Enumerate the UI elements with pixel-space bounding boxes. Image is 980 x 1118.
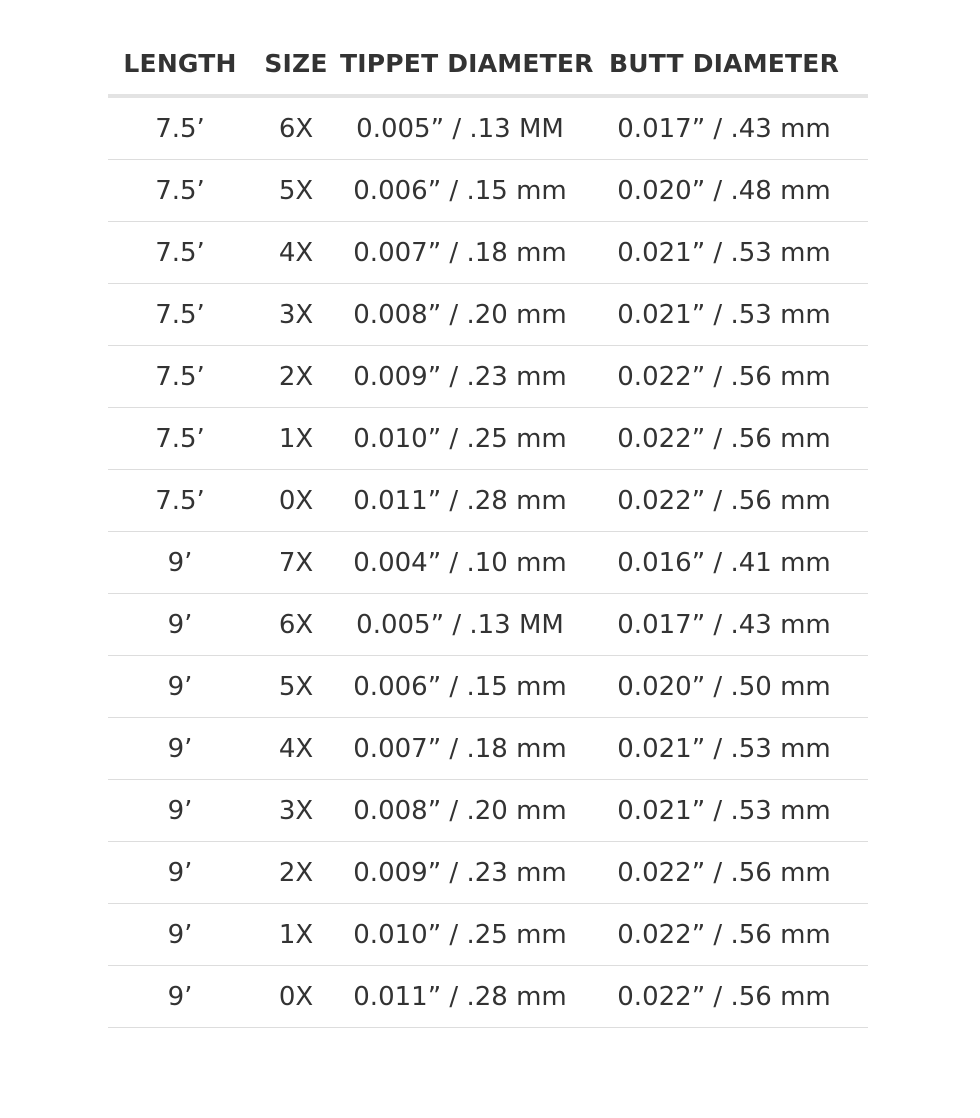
cell-size: 0X (252, 966, 340, 1028)
cell-butt-diameter: 0.022” / .56 mm (580, 470, 868, 532)
table-row (108, 96, 868, 160)
cell-tippet-diameter: 0.008” / .20 mm (340, 780, 580, 842)
cell-size: 5X (252, 656, 340, 718)
header-row (108, 32, 868, 96)
cell-length: 9’ (108, 718, 252, 780)
cell-tippet-diameter: 0.006” / .15 mm (340, 656, 580, 718)
cell-butt-diameter: 0.022” / .56 mm (580, 966, 868, 1028)
table-row (108, 966, 868, 1028)
header-length: LENGTH (108, 32, 252, 96)
cell-length: 9’ (108, 966, 252, 1028)
cell-length: 9’ (108, 904, 252, 966)
cell-butt-diameter: 0.021” / .53 mm (580, 718, 868, 780)
table-row (108, 408, 868, 470)
table-row (108, 842, 868, 904)
cell-size: 4X (252, 718, 340, 780)
table-row (108, 284, 868, 346)
table-row (108, 222, 868, 284)
cell-tippet-diameter: 0.005” / .13 MM (340, 96, 580, 160)
cell-butt-diameter: 0.022” / .56 mm (580, 346, 868, 408)
table-row (108, 718, 868, 780)
cell-butt-diameter: 0.022” / .56 mm (580, 842, 868, 904)
cell-tippet-diameter: 0.004” / .10 mm (340, 532, 580, 594)
cell-tippet-diameter: 0.008” / .20 mm (340, 284, 580, 346)
cell-tippet-diameter: 0.011” / .28 mm (340, 470, 580, 532)
cell-tippet-diameter: 0.011” / .28 mm (340, 966, 580, 1028)
cell-tippet-diameter: 0.005” / .13 MM (340, 594, 580, 656)
cell-length: 9’ (108, 532, 252, 594)
cell-butt-diameter: 0.020” / .48 mm (580, 160, 868, 222)
table-row (108, 904, 868, 966)
table-row (108, 470, 868, 532)
table-body (108, 96, 868, 1028)
cell-size: 5X (252, 160, 340, 222)
cell-size: 0X (252, 470, 340, 532)
table-row (108, 160, 868, 222)
cell-size: 1X (252, 408, 340, 470)
cell-butt-diameter: 0.016” / .41 mm (580, 532, 868, 594)
cell-butt-diameter: 0.017” / .43 mm (580, 96, 868, 160)
cell-size: 6X (252, 96, 340, 160)
header-tippet-diameter: TIPPET DIAMETER (340, 32, 580, 96)
cell-length: 9’ (108, 594, 252, 656)
cell-tippet-diameter: 0.010” / .25 mm (340, 904, 580, 966)
cell-tippet-diameter: 0.010” / .25 mm (340, 408, 580, 470)
cell-butt-diameter: 0.022” / .56 mm (580, 408, 868, 470)
cell-butt-diameter: 0.020” / .50 mm (580, 656, 868, 718)
cell-size: 1X (252, 904, 340, 966)
cell-length: 9’ (108, 780, 252, 842)
cell-tippet-diameter: 0.007” / .18 mm (340, 222, 580, 284)
cell-length: 9’ (108, 842, 252, 904)
cell-length: 7.5’ (108, 346, 252, 408)
cell-size: 3X (252, 284, 340, 346)
table-row (108, 780, 868, 842)
cell-size: 4X (252, 222, 340, 284)
leader-size-table (108, 32, 868, 1028)
table-row (108, 532, 868, 594)
header-size: SIZE (252, 32, 340, 96)
cell-size: 7X (252, 532, 340, 594)
cell-tippet-diameter: 0.007” / .18 mm (340, 718, 580, 780)
cell-butt-diameter: 0.021” / .53 mm (580, 284, 868, 346)
cell-tippet-diameter: 0.009” / .23 mm (340, 842, 580, 904)
leader-size-table-container (108, 32, 868, 1028)
cell-length: 7.5’ (108, 284, 252, 346)
cell-length: 7.5’ (108, 96, 252, 160)
cell-butt-diameter: 0.022” / .56 mm (580, 904, 868, 966)
table-header (108, 32, 868, 96)
table-row (108, 594, 868, 656)
cell-length: 9’ (108, 656, 252, 718)
header-butt-diameter: BUTT DIAMETER (580, 32, 868, 96)
cell-size: 6X (252, 594, 340, 656)
cell-size: 2X (252, 842, 340, 904)
cell-length: 7.5’ (108, 222, 252, 284)
cell-butt-diameter: 0.021” / .53 mm (580, 780, 868, 842)
cell-tippet-diameter: 0.006” / .15 mm (340, 160, 580, 222)
cell-butt-diameter: 0.021” / .53 mm (580, 222, 868, 284)
table-row (108, 346, 868, 408)
cell-length: 7.5’ (108, 470, 252, 532)
table-row (108, 656, 868, 718)
cell-size: 2X (252, 346, 340, 408)
cell-size: 3X (252, 780, 340, 842)
cell-tippet-diameter: 0.009” / .23 mm (340, 346, 580, 408)
cell-butt-diameter: 0.017” / .43 mm (580, 594, 868, 656)
cell-length: 7.5’ (108, 408, 252, 470)
cell-length: 7.5’ (108, 160, 252, 222)
